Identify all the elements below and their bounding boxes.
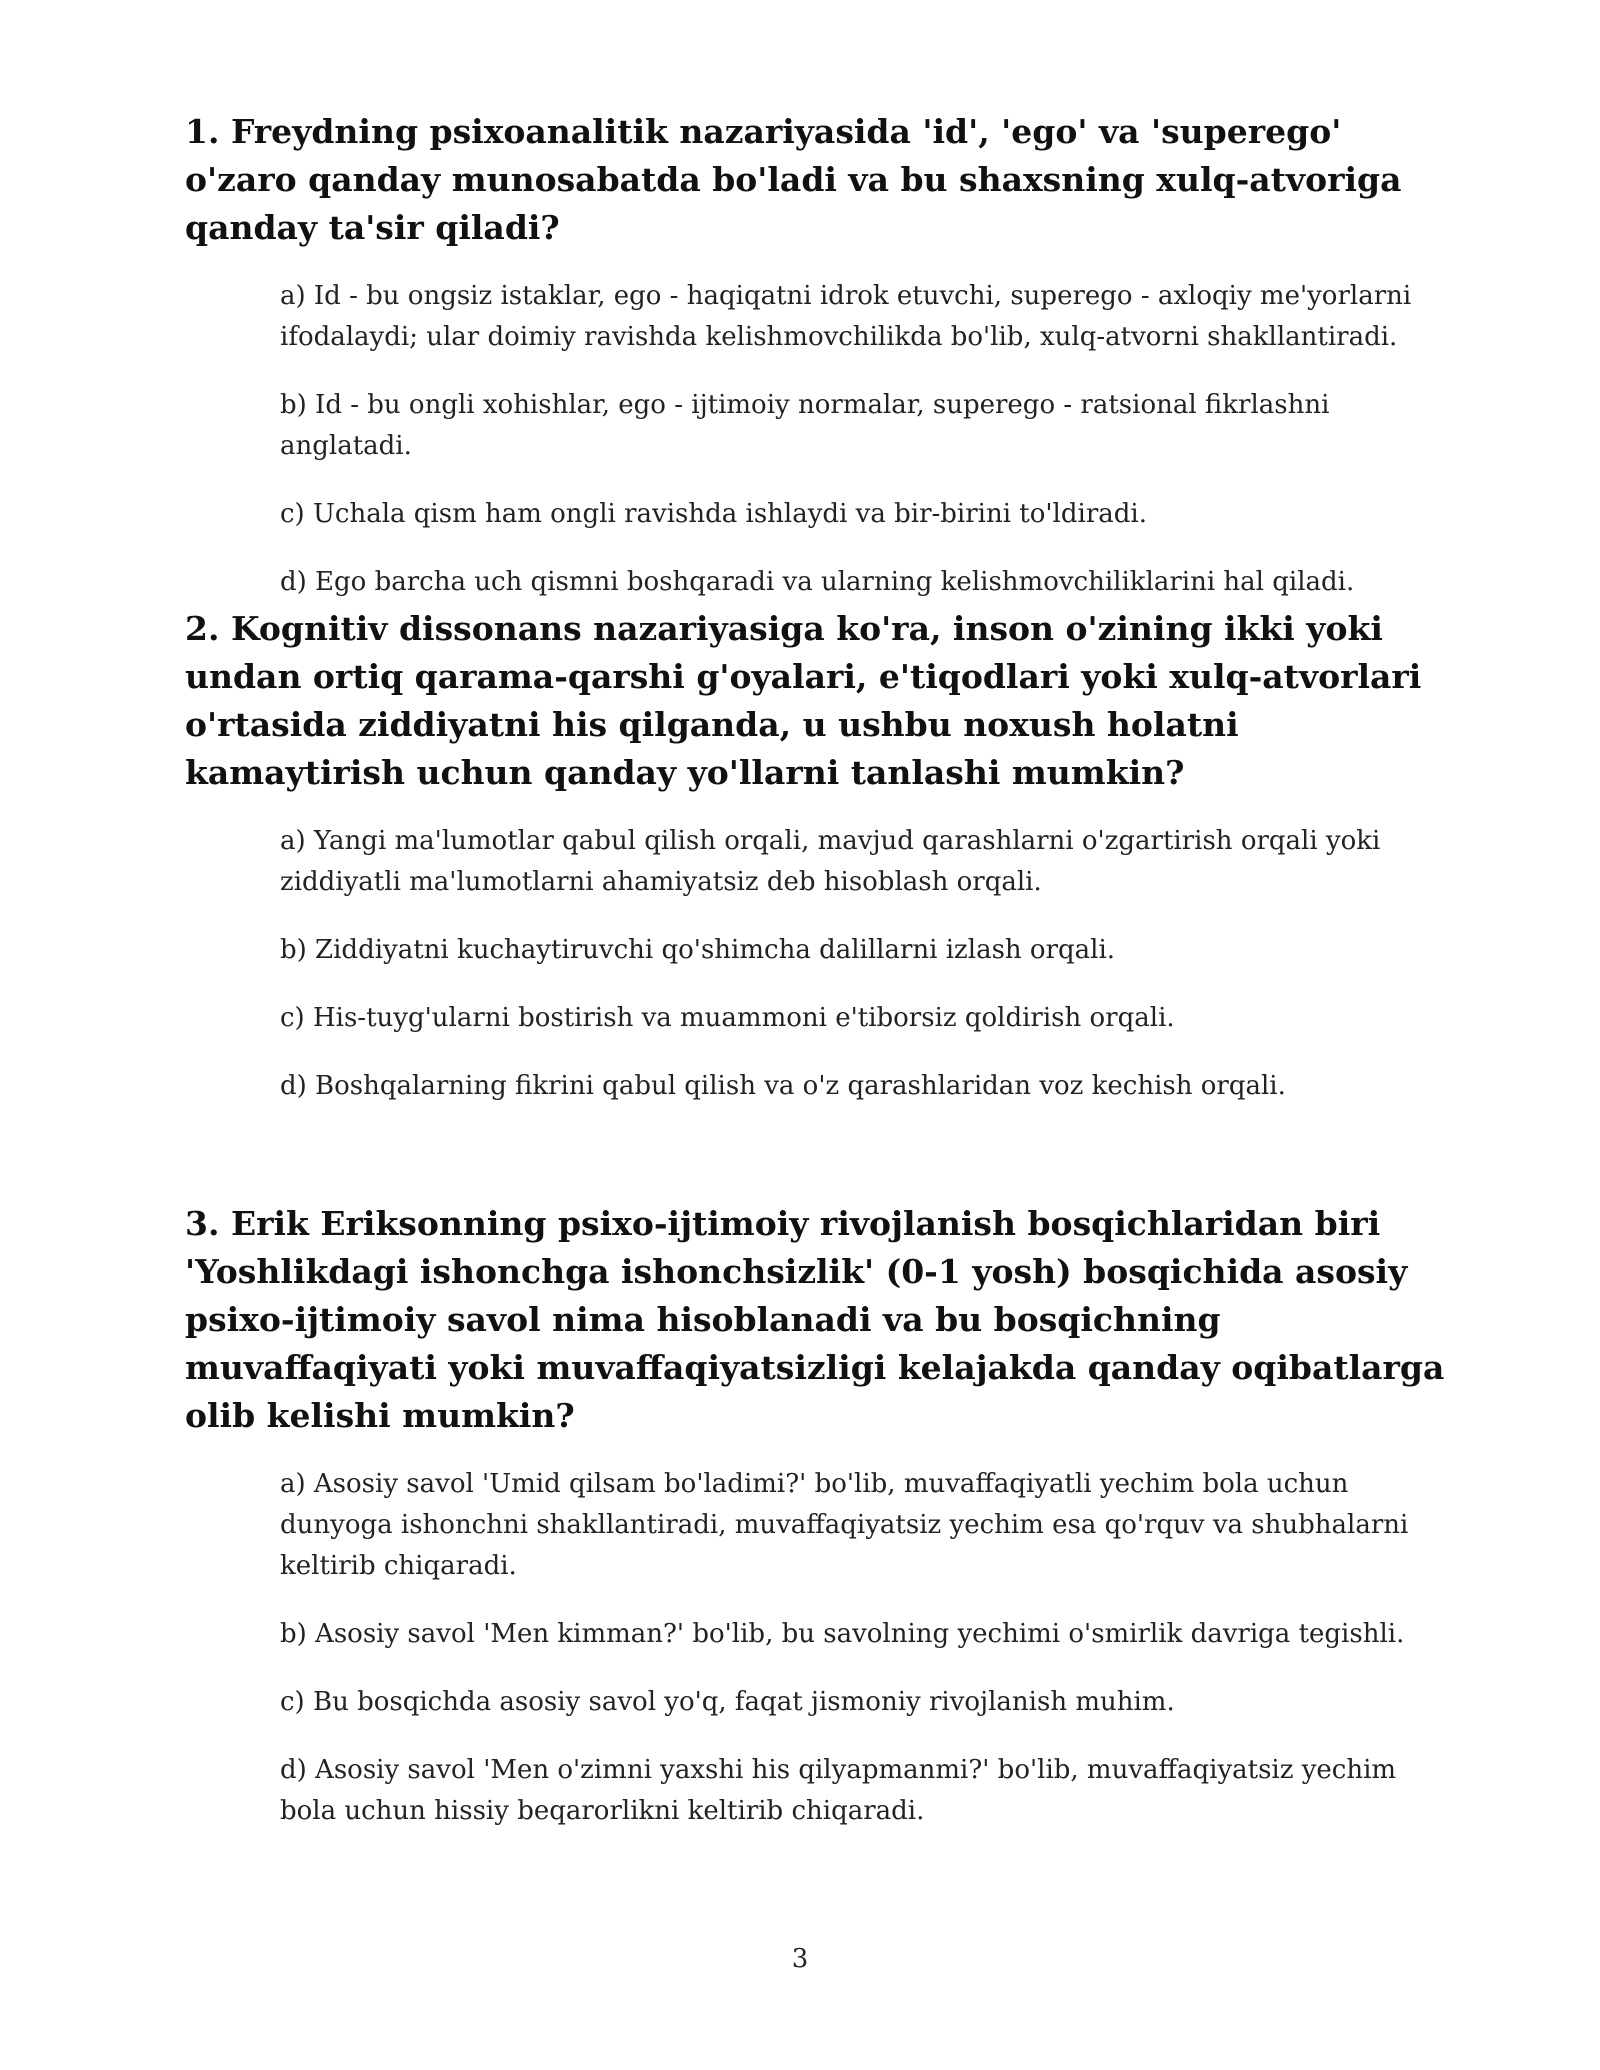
option-a: a) Asosiy savol 'Umid qilsam bo'ladimi?' bo'lib, muvaffaqiyatli yechim bola uchun dunyoga ishonchni shakllantiradi, muvaffaqiyatsiz yechim esa qo'rquv va shubhalarni keltirib chiqaradi. (280, 1469, 1409, 1581)
question-1 (185, 108, 1455, 630)
options-list (280, 1464, 1455, 1832)
option-a: a) Yangi ma'lumotlar qabul qilish orqali, mavjud qarashlarni o'zgartirish orqali yoki ziddiyatli ma'lumotlarni ahamiyatsiz deb hisoblash orqali. (280, 826, 1381, 897)
question-3 (185, 1200, 1455, 1859)
options-list (280, 276, 1455, 603)
question-text: 3. Erik Eriksonning psixo-ijtimoiy rivojlanish bosqichlaridan biri 'Yoshlikdagi ishonchga ishonchsizlik' (0-1 yosh) bosqichida asosiy psixo-ijtimoiy savol nima hisoblanadi va bu bosqichning muvaffaqiyati yoki muvaffaqiyatsizligi kelajakda qanday oqibatlarga olib kelishi mumkin? (185, 1204, 1445, 1435)
option-c: c) Bu bosqichda asosiy savol yo'q, faqat jismoniy rivojlanish muhim. (280, 1687, 1175, 1717)
option-c: c) Uchala qism ham ongli ravishda ishlaydi va bir-birini to'ldiradi. (280, 499, 1147, 529)
option-d: d) Ego barcha uch qismni boshqaradi va ularning kelishmovchiliklarini hal qiladi. (280, 567, 1355, 597)
option-d: d) Asosiy savol 'Men o'zimni yaxshi his qilyapmanmi?' bo'lib, muvaffaqiyatsiz yechim bola uchun hissiy beqarorlikni keltirib chiqaradi. (280, 1755, 1397, 1826)
page-number: 3 (791, 1944, 809, 1974)
option-b: b) Id - bu ongli xohishlar, ego - ijtimoiy normalar, superego - ratsional fikrlashni anglatadi. (280, 390, 1330, 461)
option-b: b) Asosiy savol 'Men kimman?' bo'lib, bu savolning yechimi o'smirlik davriga tegishli. (280, 1619, 1405, 1649)
question-text: 2. Kognitiv dissonans nazariyasiga ko'ra, inson o'zining ikki yoki undan ortiq qarama-qarshi g'oyalari, e'tiqodlari yoki xulq-atvorlari o'rtasida ziddiyatni his qilganda, u ushbu noxush holatni kamaytirish uchun qanday yo'llarni tanlashi mumkin? (185, 609, 1422, 792)
option-a: a) Id - bu ongsiz istaklar, ego - haqiqatni idrok etuvchi, superego - axloqiy me'yorlarni ifodalaydi; ular doimiy ravishda kelishmovchilikda bo'lib, xulq-atvorni shakllantiradi. (280, 281, 1412, 352)
options-list (280, 821, 1455, 1107)
question-2 (185, 605, 1455, 1134)
option-b: b) Ziddiyatni kuchaytiruvchi qo'shimcha dalillarni izlash orqali. (280, 935, 1116, 965)
option-d: d) Boshqalarning fikrini qabul qilish va o'z qarashlaridan voz kechish orqali. (280, 1071, 1286, 1101)
question-text: 1. Freydning psixoanalitik nazariyasida 'id', 'ego' va 'superego' o'zaro qanday munosabatda bo'ladi va bu shaxsning xulq-atvoriga qanday ta'sir qiladi? (185, 112, 1402, 247)
option-c: c) His-tuyg'ularni bostirish va muammoni e'tiborsiz qoldirish orqali. (280, 1003, 1175, 1033)
